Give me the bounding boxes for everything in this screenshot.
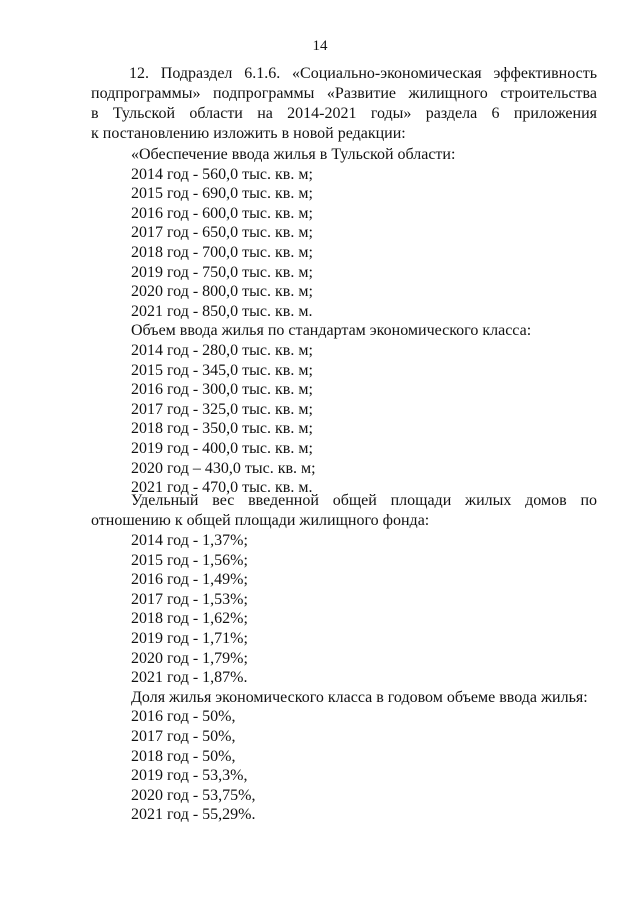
list-item: 2014 год - 560,0 тыс. кв. м; [131, 165, 313, 183]
intro-line: к постановлению изложить в новой редакции: [91, 125, 406, 142]
list-item: 2015 год - 1,56%; [131, 551, 248, 569]
list-item: 2019 год - 750,0 тыс. кв. м; [131, 263, 313, 281]
list-item: 2014 год - 1,37%; [131, 532, 248, 549]
list-item: 2017 год - 325,0 тыс. кв. м; [131, 400, 313, 418]
list-item: 2020 год – 430,0 тыс. кв. м; [131, 459, 316, 477]
list-item: 2019 год - 400,0 тыс. кв. м; [131, 439, 313, 457]
page-number: 14 [312, 38, 328, 54]
list-item: 2016 год - 300,0 тыс. кв. м; [131, 381, 313, 399]
list-item: 2017 год - 50%, [131, 727, 236, 745]
list-item: 2017 год - 650,0 тыс. кв. м; [131, 224, 313, 242]
section-share-area [131, 531, 588, 825]
list-item: 2016 год - 600,0 тыс. кв. м; [131, 204, 313, 222]
list-item: 2019 год - 1,71%; [131, 629, 248, 647]
list-item: 2018 год - 700,0 тыс. кв. м; [131, 243, 313, 261]
list-item: 2018 год - 50%, [131, 747, 236, 765]
list-item: 2021 год - 470,0 тыс. кв. м. [131, 479, 313, 497]
list-item: 2021 год - 55,29%. [131, 806, 256, 824]
list-item: 2018 год - 350,0 тыс. кв. м; [131, 420, 313, 438]
list-item: 2019 год - 53,3%, [131, 767, 248, 785]
list-item: 2018 год - 1,62%; [131, 610, 248, 628]
section-housing-input [131, 145, 531, 498]
list-item: 2015 год - 345,0 тыс. кв. м; [131, 361, 313, 379]
intro-line: в Тульской области на 2014-2021 годы» раздела 6 приложения [91, 105, 597, 122]
intro-line: 12. Подраздел 6.1.6. «Социально-экономическая эффективность [129, 65, 597, 82]
list-item: 2021 год - 1,87%. [131, 669, 248, 687]
list-item: 2016 год - 1,49%; [131, 571, 248, 589]
list-item: 2020 год - 53,75%, [131, 786, 256, 804]
list-item: 2020 год - 800,0 тыс. кв. м; [131, 283, 313, 301]
list-item: 2015 год - 690,0 тыс. кв. м; [131, 185, 313, 203]
list-item: 2021 год - 850,0 тыс. кв. м. [131, 302, 313, 320]
intro-paragraph [91, 64, 597, 144]
intro-line: подпрограммы» подпрограммы «Развитие жилищного строительства [91, 85, 597, 102]
list-item: 2020 год - 1,79%; [131, 649, 248, 667]
list-item: 2017 год - 1,53%; [131, 590, 248, 608]
section-title: Доля жилья экономического класса в годовом объеме ввода жилья: [131, 688, 588, 706]
list-item: 2014 год - 280,0 тыс. кв. м; [131, 341, 313, 359]
list-item: 2016 год - 50%, [131, 708, 236, 726]
section-title: Объем ввода жилья по стандартам экономического класса: [131, 322, 532, 340]
section3-title: Удельный вес введенной общей площади жилых домов по отношению к общей площади жилищного фонда: [91, 492, 597, 529]
section-title: «Обеспечение ввода жилья в Тульской области: [131, 146, 456, 163]
